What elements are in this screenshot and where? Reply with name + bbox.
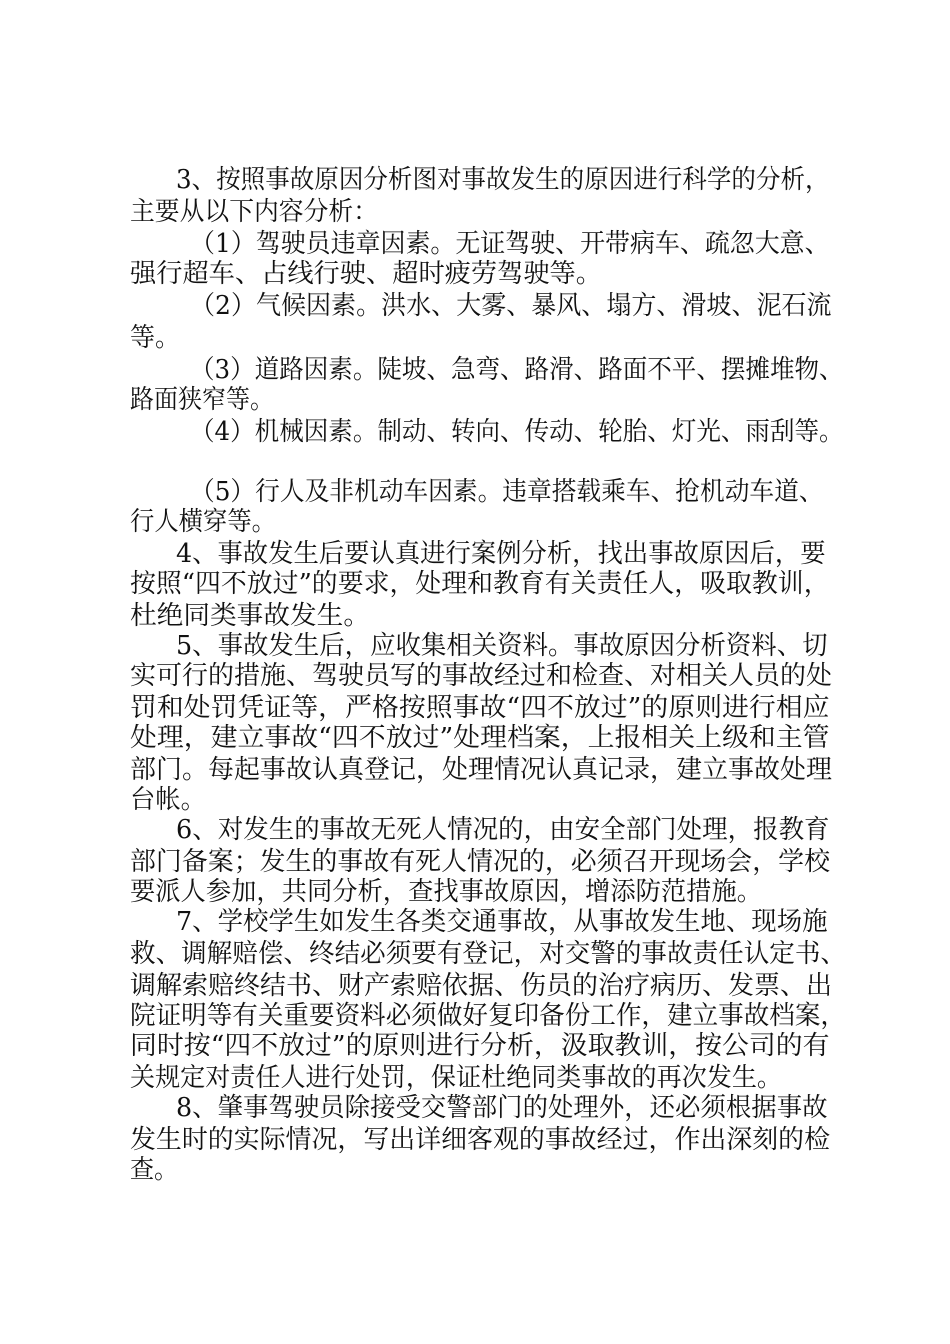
text-line: 5、事故发生后，应收集相关资料。事故原因分析资料、切 bbox=[176, 631, 828, 661]
text-line: 台帐。 bbox=[130, 785, 207, 815]
text-line: 同时按“四不放过”的原则进行分析，汲取教训，按公司的有 bbox=[130, 1031, 830, 1061]
text-line: 罚和处罚凭证等，严格按照事故“四不放过”的原则进行相应 bbox=[130, 693, 830, 723]
text-line: 院证明等有关重要资料必须做好复印备份工作，建立事故档案， bbox=[130, 1001, 847, 1031]
text-line: 行人横穿等。 bbox=[130, 507, 277, 537]
text-line: 8、肇事驾驶员除接受交警部门的处理外，还必须根据事故 bbox=[176, 1093, 828, 1123]
text-line: 部门备案；发生的事故有死人情况的，必须召开现场会，学校 bbox=[130, 847, 831, 877]
text-line: 等。 bbox=[130, 323, 181, 353]
text-line: 强行超车、占线行驶、超时疲劳驾驶等。 bbox=[130, 259, 603, 289]
text-line: （4）机械因素。制动、转向、传动、轮胎、灯光、雨刮等。 bbox=[190, 417, 844, 447]
text-line: 调解索赔终结书、财产索赔依据、伤员的治疗病历、发票、出 bbox=[130, 971, 833, 1001]
text-line: （5）行人及非机动车因素。违章搭载乘车、抢机动车道、 bbox=[190, 477, 824, 507]
text-line: 路面狭窄等。 bbox=[130, 385, 275, 415]
text-line: 部门。每起事故认真登记，处理情况认真记录，建立事故处理 bbox=[130, 755, 833, 785]
text-line: 关规定对责任人进行处罚，保证杜绝同类事故的再次发生。 bbox=[130, 1063, 783, 1093]
text-line: 发生时的实际情况，写出详细客观的事故经过，作出深刻的检 bbox=[130, 1125, 831, 1155]
text-line: 杜绝同类事故发生。 bbox=[130, 601, 371, 631]
text-line: （1）驾驶员违章因素。无证驾驶、开带病车、疏忽大意、 bbox=[190, 229, 830, 259]
text-line: 主要从以下内容分析： bbox=[130, 197, 379, 227]
text-line: 要派人参加，共同分析，查找事故原因，增添防范措施。 bbox=[130, 877, 763, 907]
text-line: 按照“四不放过”的要求，处理和教育有关责任人，吸取教训， bbox=[130, 569, 830, 599]
text-line: 救、调解赔偿、终结必须要有登记，对交警的事故责任认定书、 bbox=[130, 939, 847, 969]
text-line: 6、对发生的事故无死人情况的，由安全部门处理，报教育 bbox=[176, 815, 830, 845]
text-line: 3、按照事故原因分析图对事故发生的原因进行科学的分析， bbox=[176, 165, 830, 195]
text-line: 处理，建立事故“四不放过”处理档案，上报相关上级和主管 bbox=[130, 723, 830, 753]
text-line: 实可行的措施、驾驶员写的事故经过和检查、对相关人员的处 bbox=[130, 661, 833, 691]
text-line: 7、学校学生如发生各类交通事故，从事故发生地、现场施 bbox=[176, 907, 828, 937]
text-line: （2）气候因素。洪水、大雾、暴风、塌方、滑坡、泥石流 bbox=[190, 291, 832, 321]
text-line: 查。 bbox=[130, 1155, 179, 1185]
text-line: （3）道路因素。陡坡、急弯、路滑、路面不平、摆摊堆物、 bbox=[190, 355, 844, 385]
text-line: 4、事故发生后要认真进行案例分析，找出事故原因后，要 bbox=[176, 539, 826, 569]
